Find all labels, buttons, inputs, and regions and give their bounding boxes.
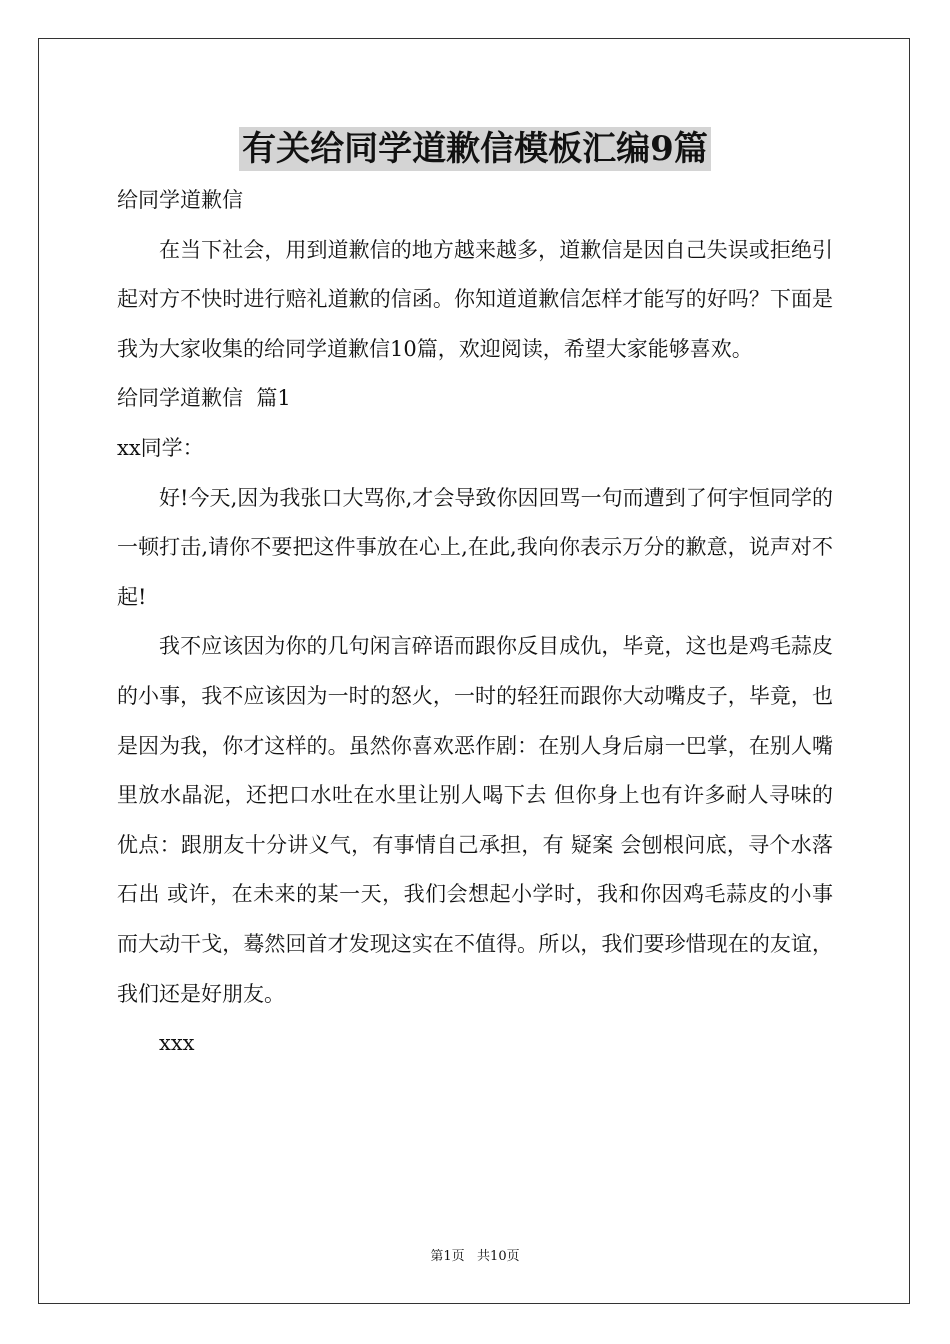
heading-apology-letter: 给同学道歉信 [117,188,243,212]
signature: xxx [159,1031,195,1056]
title-container [0,127,950,171]
paragraph-1: 好!今天,因为我张口大骂你,才会导致你因回骂一句而遭到了何宇恒同学的一顿打击,请你不要把这件事放在心上,在此,我向你表示万分的歉意，说声对不起! [117,485,833,609]
section-heading: 给同学道歉信 篇1 [117,386,291,411]
page-number: 第1页 共10页 [430,1249,520,1264]
intro-paragraph: 在当下社会，用到道歉信的地方越来越多，道歉信是因自己失误或拒绝引起对方不快时进行赔礼道歉的信函。你知道道歉信怎样才能写的好吗？下面是我为大家收集的给同学道歉信10篇，欢迎阅读，希望大家能够喜欢。 [117,237,833,361]
document-body [117,176,833,1069]
document-title: 有关给同学道歉信模板汇编9篇 [239,127,711,171]
salutation: xx同学： [117,435,204,460]
paragraph-2: 我不应该因为你的几句闲言碎语而跟你反目成仇，毕竟，这也是鸡毛蒜皮的小事，我不应该因为一时的怒火，一时的轻狂而跟你大动嘴皮子，毕竟，也是因为我，你才这样的。虽然你喜欢恶作剧：在别人身后扇一巴掌，在别人嘴里放水晶泥，还把口水吐在水里让别人喝下去 但你身上也有许多耐人寻味的优点：跟朋友十分讲义气，有事情自己承担，有 疑案 会刨根问底，寻个水落石出 或许，在未来的某一天，我们会想起小学时，我和你因鸡毛蒜皮的小事而大动干戈，蓦然回首才发现这实在不值得。所以，我们要珍惜现在的友谊，我们还是好朋友。 [117,634,833,1006]
page-footer [0,1248,950,1266]
